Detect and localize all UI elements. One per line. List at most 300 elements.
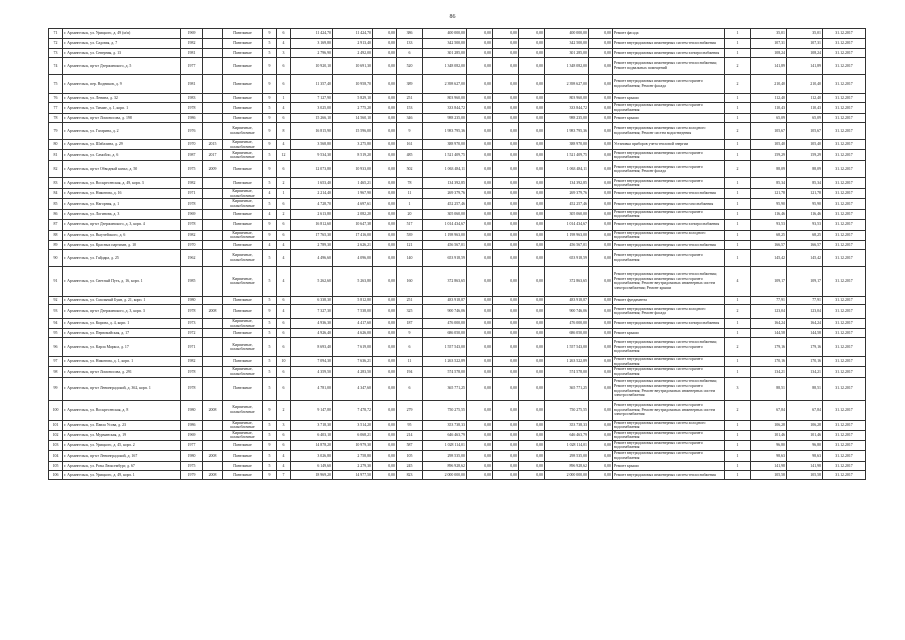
cell-unit-cost: 67,84 (751, 400, 787, 420)
cell-cost-owner: 365 771,25 (545, 377, 589, 400)
cell-cost-total: 476 000,00 (423, 318, 467, 328)
cell-zero-value: 0,00 (373, 29, 397, 39)
cell-floors: 5 (263, 357, 277, 367)
cell-repair-year (203, 440, 223, 450)
cell-row-number: 72 (49, 39, 63, 49)
cell-zero-value-2: 0,00 (589, 114, 613, 123)
cell-fund-1: 0,00 (467, 367, 493, 377)
cell-cost-total: 456 567,01 (423, 240, 467, 249)
cell-fund-1: 0,00 (467, 189, 493, 199)
cell-repair-year (203, 430, 223, 440)
cell-zero-value: 0,00 (373, 318, 397, 328)
cell-work-count: 2 (725, 161, 751, 178)
cell-row-number: 93 (49, 304, 63, 318)
cell-address: г. Архангельск, ул. Тимме, д. 1, корп. 1 (63, 103, 181, 114)
cell-work-count: 1 (725, 357, 751, 367)
cell-fund-2: 0,00 (493, 377, 519, 400)
cell-fund-1: 0,00 (467, 178, 493, 189)
cell-wall-material: Панельные (223, 304, 263, 318)
cell-work-count: 1 (725, 189, 751, 199)
cell-cost-total: 134 392,85 (423, 178, 467, 189)
cell-total-area: 4 781,00 (291, 377, 333, 400)
cell-completion-date: 31.12.2017 (823, 430, 866, 440)
program-table-sheet (48, 28, 865, 480)
cell-unit-cost: 105,67 (751, 123, 787, 140)
cell-work-count: 1 (725, 114, 751, 123)
cell-residents: 251 (397, 94, 423, 103)
cell-work-type: Ремонт внутридомовых инженерных систем горячего водоснабжения (613, 103, 725, 114)
cell-work-type: Ремонт внутридомовых инженерных систем горячего водоснабжения; Ремонт фасада (613, 161, 725, 178)
cell-residents: 95 (397, 420, 423, 430)
cell-wall-material: Кирпичные, шлакоблочные (223, 249, 263, 266)
cell-residents: 539 (397, 230, 423, 240)
cell-fund-1: 0,00 (467, 199, 493, 209)
cell-living-area: 2 082,20 (333, 209, 373, 219)
cell-unit-cost-limit: 109,17 (787, 266, 823, 296)
cell-unit-cost: 144,58 (751, 329, 787, 338)
table-row (49, 338, 866, 357)
cell-fund-2: 0,00 (493, 240, 519, 249)
cell-total-area: 3 568,80 (291, 140, 333, 150)
cell-work-type: Ремонт внутридомовых инженерных систем теплоснабжения; Ремонт внутридомовых инженерных систем горячего водоснабжения; Ремонт внутридомовых инженерных систем электроснабжения; Ремонт крыши (613, 266, 725, 296)
cell-repair-year: 2008 (203, 471, 223, 480)
cell-total-area: 2 214,40 (291, 189, 333, 199)
cell-cost-total: 1 557 543,00 (423, 338, 467, 357)
cell-unit-cost-limit: 35,01 (787, 29, 823, 39)
cell-unit-cost-limit: 159,29 (787, 150, 823, 161)
cell-unit-cost-limit: 123,04 (787, 304, 823, 318)
cell-zero-value: 0,00 (373, 123, 397, 140)
cell-row-number: 91 (49, 266, 63, 296)
cell-zero-value: 0,00 (373, 75, 397, 94)
cell-total-area: 6 338,30 (291, 296, 333, 304)
cell-build-year: 1987 (181, 150, 203, 161)
cell-living-area: 1 967,90 (333, 189, 373, 199)
cell-address: г. Архангельск, ул. Северная, д. 13 (63, 49, 181, 58)
cell-work-type: Ремонт внутридомовых инженерных систем электроснабжения (613, 49, 725, 58)
cell-fund-1: 0,00 (467, 400, 493, 420)
cell-living-area: 7 478,72 (333, 400, 373, 420)
cell-living-area: 6 068,21 (333, 430, 373, 440)
cell-work-count: 1 (725, 240, 751, 249)
table-row (49, 150, 866, 161)
cell-work-count: 1 (725, 230, 751, 240)
cell-fund-3: 0,00 (519, 161, 545, 178)
cell-work-count: 1 (725, 471, 751, 480)
cell-work-type: Ремонт внутридомовых инженерных систем горячего водоснабжения; Ремонт фасада (613, 75, 725, 94)
cell-fund-1: 0,00 (467, 150, 493, 161)
cell-address: г. Архангельск, пр-кт Ломоносова, д. 198 (63, 114, 181, 123)
cell-wall-material: Кирпичные, шлакоблочные (223, 430, 263, 440)
cell-cost-total: 301 285,00 (423, 49, 467, 58)
table-row (49, 209, 866, 219)
cell-wall-material: Кирпичные, шлакоблочные (223, 123, 263, 140)
cell-build-year: 1978 (181, 219, 203, 230)
cell-zero-value: 0,00 (373, 451, 397, 462)
table-row (49, 114, 866, 123)
cell-row-number: 101 (49, 420, 63, 430)
cell-address: г. Архангельск, ул. Светлый Путь, д. 16, корп. 1 (63, 266, 181, 296)
cell-repair-year (203, 49, 223, 58)
cell-row-number: 73 (49, 49, 63, 58)
cell-total-area: 7 094,30 (291, 357, 333, 367)
table-row (49, 94, 866, 103)
cell-wall-material: Панельные (223, 178, 263, 189)
cell-unit-cost-limit: 107,31 (787, 39, 823, 49)
cell-zero-value: 0,00 (373, 420, 397, 430)
cell-zero-value-2: 0,00 (589, 296, 613, 304)
cell-floors: 4 (263, 240, 277, 249)
cell-cost-total: 1 063 484,11 (423, 161, 467, 178)
cell-build-year: 1975 (181, 161, 203, 178)
cell-cost-owner: 1 063 484,11 (545, 161, 589, 178)
cell-address: г. Архангельск, пр-кт Дзержинского, д. 3, корп. 3 (63, 304, 181, 318)
table-row (49, 400, 866, 420)
cell-entrances: 10 (277, 357, 291, 367)
cell-fund-2: 0,00 (493, 420, 519, 430)
cell-wall-material: Панельные (223, 103, 263, 114)
cell-zero-value: 0,00 (373, 189, 397, 199)
cell-zero-value: 0,00 (373, 39, 397, 49)
cell-cost-total: 646 463,79 (423, 430, 467, 440)
cell-completion-date: 31.12.2017 (823, 94, 866, 103)
cell-unit-cost: 95,90 (751, 199, 787, 209)
cell-unit-cost-limit: 141,98 (787, 462, 823, 471)
cell-entrances: 4 (277, 462, 291, 471)
cell-living-area: 10 691,30 (333, 58, 373, 75)
cell-cost-owner: 400 000,00 (545, 29, 589, 39)
cell-cost-owner: 1 983 795,36 (545, 123, 589, 140)
cell-repair-year: 2008 (203, 304, 223, 318)
cell-cost-owner: 1 263 522,89 (545, 357, 589, 367)
cell-repair-year (203, 39, 223, 49)
program-table (48, 28, 866, 480)
table-row (49, 189, 866, 199)
cell-build-year: 1978 (181, 304, 203, 318)
cell-fund-3: 0,00 (519, 189, 545, 199)
cell-unit-cost: 116,46 (751, 209, 787, 219)
cell-cost-total: 305 060,00 (423, 209, 467, 219)
cell-floors: 5 (263, 266, 277, 296)
cell-work-type: Ремонт внутридомовых инженерных систем теплоснабжения (613, 189, 725, 199)
cell-fund-3: 0,00 (519, 230, 545, 240)
cell-cost-total: 686 050,00 (423, 329, 467, 338)
cell-fund-3: 0,00 (519, 304, 545, 318)
cell-living-area: 7 619,00 (333, 338, 373, 357)
cell-zero-value-2: 0,00 (589, 377, 613, 400)
cell-completion-date: 31.12.2017 (823, 150, 866, 161)
table-row (49, 377, 866, 400)
cell-cost-owner: 1 028 114,01 (545, 440, 589, 450)
cell-fund-2: 0,00 (493, 296, 519, 304)
cell-fund-2: 0,00 (493, 462, 519, 471)
cell-floors: 9 (263, 123, 277, 140)
cell-floors: 9 (263, 304, 277, 318)
cell-fund-1: 0,00 (467, 318, 493, 328)
cell-fund-1: 0,00 (467, 94, 493, 103)
cell-unit-cost-limit: 67,84 (787, 400, 823, 420)
cell-fund-2: 0,00 (493, 75, 519, 94)
cell-fund-1: 0,00 (467, 471, 493, 480)
cell-residents: 9 (397, 123, 423, 140)
cell-zero-value-2: 0,00 (589, 367, 613, 377)
cell-entrances: 7 (277, 471, 291, 480)
cell-work-type: Ремонт крыши (613, 94, 725, 103)
cell-wall-material: Панельные (223, 440, 263, 450)
cell-living-area: 2 758,80 (333, 451, 373, 462)
cell-repair-year (203, 329, 223, 338)
cell-fund-1: 0,00 (467, 377, 493, 400)
cell-build-year: 1982 (181, 357, 203, 367)
cell-unit-cost: 141,98 (751, 462, 787, 471)
cell-residents: 160 (397, 266, 423, 296)
cell-living-area: 14 977,50 (333, 471, 373, 480)
cell-row-number: 97 (49, 357, 63, 367)
table-row (49, 29, 866, 39)
cell-living-area: 2 492,00 (333, 49, 373, 58)
cell-work-count: 1 (725, 420, 751, 430)
cell-unit-cost: 101,46 (751, 430, 787, 440)
cell-zero-value-2: 0,00 (589, 94, 613, 103)
cell-build-year: 1986 (181, 114, 203, 123)
cell-fund-2: 0,00 (493, 29, 519, 39)
table-row (49, 296, 866, 304)
cell-repair-year (203, 249, 223, 266)
cell-unit-cost: 110,43 (751, 103, 787, 114)
cell-wall-material: Кирпичные, шлакоблочные (223, 367, 263, 377)
table-row (49, 357, 866, 367)
cell-fund-3: 0,00 (519, 29, 545, 39)
cell-entrances: 4 (277, 39, 291, 49)
cell-completion-date: 31.12.2017 (823, 230, 866, 240)
cell-completion-date: 31.12.2017 (823, 58, 866, 75)
cell-work-type: Ремонт внутридомовых инженерных систем теплоснабжения; Ремонт внутридомовых инженерных систем горячего водоснабжения; Ремонт внутридомовых инженерных систем электроснабжения (613, 377, 725, 400)
cell-completion-date: 31.12.2017 (823, 266, 866, 296)
cell-cost-total: 483 918,87 (423, 296, 467, 304)
cell-completion-date: 31.12.2017 (823, 209, 866, 219)
cell-address: г. Архангельск, ул. Воскресенская, д. 49, корп. 3 (63, 178, 181, 189)
cell-work-count: 1 (725, 296, 751, 304)
cell-zero-value-2: 0,00 (589, 318, 613, 328)
cell-work-count: 1 (725, 440, 751, 450)
cell-zero-value: 0,00 (373, 266, 397, 296)
cell-work-count: 1 (725, 103, 751, 114)
cell-zero-value-2: 0,00 (589, 178, 613, 189)
table-row (49, 329, 866, 338)
cell-floors: 5 (263, 462, 277, 471)
cell-wall-material: Панельные (223, 329, 263, 338)
cell-fund-1: 0,00 (467, 219, 493, 230)
cell-row-number: 99 (49, 377, 63, 400)
table-row (49, 304, 866, 318)
cell-zero-value-2: 0,00 (589, 462, 613, 471)
table-row (49, 178, 866, 189)
cell-floors: 9 (263, 29, 277, 39)
cell-cost-total: 269 379,76 (423, 189, 467, 199)
cell-living-area: 10 933,00 (333, 161, 373, 178)
cell-completion-date: 31.12.2017 (823, 161, 866, 178)
cell-work-count: 1 (725, 49, 751, 58)
cell-floors: 5 (263, 249, 277, 266)
cell-cost-total: 1 263 522,89 (423, 357, 467, 367)
cell-unit-cost: 170,16 (751, 357, 787, 367)
cell-total-area: 16 815,90 (291, 123, 333, 140)
cell-zero-value-2: 0,00 (589, 400, 613, 420)
cell-completion-date: 31.12.2017 (823, 296, 866, 304)
cell-address: г. Архангельск, ул. Гайдара, д. 25 (63, 249, 181, 266)
cell-unit-cost: 93,53 (751, 219, 787, 230)
cell-work-count: 2 (725, 400, 751, 420)
cell-zero-value: 0,00 (373, 249, 397, 266)
cell-fund-1: 0,00 (467, 161, 493, 178)
cell-floors: 9 (263, 440, 277, 450)
cell-work-count: 2 (725, 304, 751, 318)
cell-cost-total: 750 275,55 (423, 400, 467, 420)
cell-cost-total: 1 983 795,36 (423, 123, 467, 140)
cell-residents: 133 (397, 39, 423, 49)
cell-cost-owner: 1 348 082,00 (545, 58, 589, 75)
cell-work-type: Ремонт внутридомовых инженерных систем газоснабжения (613, 199, 725, 209)
cell-unit-cost-limit: 96,80 (787, 440, 823, 450)
cell-zero-value: 0,00 (373, 58, 397, 75)
cell-completion-date: 31.12.2017 (823, 103, 866, 114)
table-row (49, 451, 866, 462)
cell-zero-value: 0,00 (373, 304, 397, 318)
cell-cost-total: 1 348 082,00 (423, 58, 467, 75)
cell-build-year: 1976 (181, 123, 203, 140)
cell-residents: 386 (397, 29, 423, 39)
cell-entrances: 6 (277, 219, 291, 230)
cell-row-number: 98 (49, 367, 63, 377)
cell-unit-cost: 96,80 (751, 440, 787, 450)
cell-repair-year (203, 266, 223, 296)
cell-fund-3: 0,00 (519, 367, 545, 377)
cell-fund-3: 0,00 (519, 471, 545, 480)
cell-wall-material: Кирпичные, шлакоблочные (223, 199, 263, 209)
cell-living-area: 4 283,50 (333, 367, 373, 377)
cell-repair-year: 2015 (203, 140, 223, 150)
cell-fund-2: 0,00 (493, 471, 519, 480)
cell-floors: 9 (263, 400, 277, 420)
cell-row-number: 81 (49, 150, 63, 161)
cell-entrances: 6 (277, 430, 291, 440)
cell-residents: 6 (397, 338, 423, 357)
cell-fund-1: 0,00 (467, 58, 493, 75)
cell-cost-total: 342 500,00 (423, 39, 467, 49)
cell-zero-value-2: 0,00 (589, 219, 613, 230)
cell-work-count: 4 (725, 266, 751, 296)
cell-wall-material: Панельные (223, 94, 263, 103)
cell-living-area: 4 347,60 (333, 377, 373, 400)
cell-wall-material: Панельные (223, 219, 263, 230)
cell-build-year: 1971 (181, 338, 203, 357)
cell-completion-date: 31.12.2017 (823, 75, 866, 94)
cell-zero-value-2: 0,00 (589, 209, 613, 219)
cell-address: г. Архангельск, пр-кт Ленинградский, д. 362, корп. 1 (63, 377, 181, 400)
cell-living-area: 2 775,20 (333, 103, 373, 114)
cell-work-type: Ремонт внутридомовых инженерных систем теплоснабжения (613, 471, 725, 480)
cell-work-type: Ремонт внутридомовых инженерных систем электроснабжения (613, 219, 725, 230)
cell-cost-total: 372 863,65 (423, 266, 467, 296)
cell-completion-date: 31.12.2017 (823, 318, 866, 328)
cell-fund-2: 0,00 (493, 58, 519, 75)
cell-fund-1: 0,00 (467, 75, 493, 94)
cell-cost-total: 896 928,62 (423, 462, 467, 471)
cell-repair-year (203, 123, 223, 140)
cell-total-area: 11 424,70 (291, 29, 333, 39)
cell-cost-owner: 2 000 000,00 (545, 471, 589, 480)
cell-fund-2: 0,00 (493, 49, 519, 58)
cell-living-area: 4 417,60 (333, 318, 373, 328)
cell-cost-owner: 134 392,85 (545, 178, 589, 189)
cell-cost-owner: 900 746,06 (545, 304, 589, 318)
cell-address: г. Архангельск, пр-кт Дзержинского, д. 5 (63, 58, 181, 75)
cell-row-number: 88 (49, 230, 63, 240)
cell-residents: 9 (397, 329, 423, 338)
cell-build-year: 1982 (181, 39, 203, 49)
cell-zero-value: 0,00 (373, 94, 397, 103)
cell-total-area: 7 127,90 (291, 94, 333, 103)
cell-zero-value-2: 0,00 (589, 75, 613, 94)
cell-unit-cost-limit: 65,09 (787, 114, 823, 123)
cell-residents: 517 (397, 219, 423, 230)
cell-row-number: 71 (49, 29, 63, 39)
cell-fund-3: 0,00 (519, 430, 545, 440)
cell-address: г. Архангельск, пр-кт Обводный канал, д. 50 (63, 161, 181, 178)
cell-work-type: Ремонт фасада (613, 29, 725, 39)
cell-residents: 325 (397, 304, 423, 318)
cell-wall-material: Панельные (223, 29, 263, 39)
cell-wall-material: Кирпичные, шлакоблочные (223, 318, 263, 328)
cell-row-number: 84 (49, 189, 63, 199)
cell-address: г. Архангельск, ул. Урицкого, д. 49 (м/п) (63, 29, 181, 39)
cell-work-type: Ремонт внутридомовых инженерных систем горячего водоснабжения (613, 357, 725, 367)
cell-cost-owner: 353 738,33 (545, 420, 589, 430)
cell-zero-value-2: 0,00 (589, 304, 613, 318)
cell-work-type: Ремонт внутридомовых инженерных систем теплоснабжения (613, 240, 725, 249)
cell-residents: 20 (397, 209, 423, 219)
cell-entrances: 4 (277, 240, 291, 249)
cell-living-area: 11 424,70 (333, 29, 373, 39)
table-row (49, 103, 866, 114)
cell-work-count: 1 (725, 29, 751, 39)
cell-row-number: 94 (49, 318, 63, 328)
cell-floors: 5 (263, 49, 277, 58)
cell-residents: 105 (397, 451, 423, 462)
cell-cost-owner: 646 463,79 (545, 430, 589, 440)
cell-unit-cost-limit: 105,40 (787, 140, 823, 150)
cell-unit-cost: 164,24 (751, 318, 787, 328)
cell-zero-value: 0,00 (373, 377, 397, 400)
cell-zero-value: 0,00 (373, 471, 397, 480)
cell-repair-year (203, 462, 223, 471)
cell-fund-2: 0,00 (493, 114, 519, 123)
cell-total-area: 15 266,10 (291, 114, 333, 123)
cell-repair-year (203, 29, 223, 39)
cell-completion-date: 31.12.2017 (823, 377, 866, 400)
cell-floors: 5 (263, 199, 277, 209)
cell-repair-year: 2009 (203, 161, 223, 178)
cell-unit-cost-limit: 170,16 (787, 357, 823, 367)
cell-entrances: 2 (277, 209, 291, 219)
cell-zero-value: 0,00 (373, 199, 397, 209)
cell-cost-owner: 1 557 543,00 (545, 338, 589, 357)
cell-zero-value: 0,00 (373, 240, 397, 249)
cell-entrances: 6 (277, 329, 291, 338)
cell-build-year: 1970 (181, 140, 203, 150)
cell-entrances: 6 (277, 114, 291, 123)
cell-zero-value-2: 0,00 (589, 329, 613, 338)
